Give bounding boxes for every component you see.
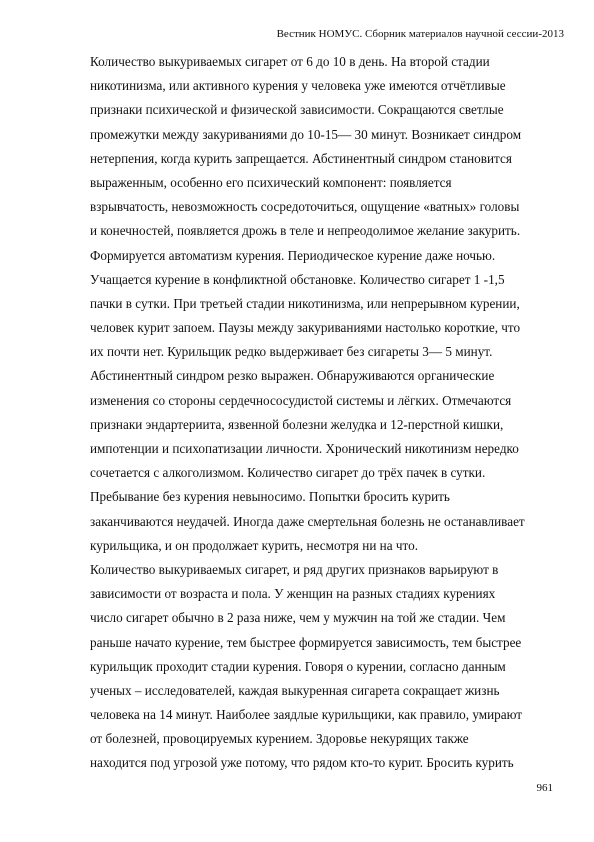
text-line: изменения со стороны сердечнососудистой системы и лёгких. Отмечаются [90, 392, 512, 408]
text-line: выраженным, особенно его психический компонент: появляется [90, 174, 452, 190]
text-line: человека на 14 минут. Наиболее заядлые курильщики, как правило, умирают [90, 707, 523, 723]
text-line: Формируется автоматизм курения. Периодическое курение даже ночью. [90, 247, 496, 263]
text-line: Учащается курение в конфликтной обстановке. Количество сигарет 1 -1,5 [90, 271, 505, 287]
running-header: Вестник НОМУС. Сборник материалов научной сессии-2013 [276, 28, 564, 40]
text-line: признаки эндартериита, язвенной болезни желудка и 12-перстной кишки, [90, 416, 504, 432]
text-line: ученых – исследователей, каждая выкуренная сигарета сокращает жизнь [90, 682, 500, 698]
text-line: пачки в сутки. При третьей стадии никотинизма, или непрерывном курении, [90, 295, 520, 311]
text-line: курильщика, и он продолжает курить, несмотря ни на что. [90, 537, 418, 553]
text-line: число сигарет обычно в 2 раза ниже, чем у мужчин на той же стадии. Чем [90, 610, 506, 626]
page-number: 961 [536, 782, 553, 794]
text-line: Пребывание без курения невыносимо. Попытки бросить курить [90, 489, 450, 505]
text-line: заканчиваются неудачей. Иногда даже смертельная болезнь не останавливает [90, 513, 525, 529]
text-line: от болезней, провоцируемых курением. Здоровье некурящих также [90, 731, 469, 747]
text-line: сочетается с алкоголизмом. Количество сигарет до трёх пачек в сутки. [90, 465, 486, 481]
text-line: импотенции и психопатизации личности. Хронический никотинизм нередко [90, 441, 519, 456]
text-line: курильщик проходит стадии курения. Говоря о курении, согласно данным [90, 658, 506, 674]
body-text [90, 50, 560, 776]
text-line: Количество выкуриваемых сигарет от 6 до 10 в день. На второй стадии [90, 54, 490, 69]
text-line: находится под угрозой уже потому, что рядом кто-то курит. Бросить курить [90, 755, 514, 771]
text-line: признаки психической и физической зависимости. Сокращаются светлые [90, 102, 504, 118]
text-line: Количество выкуриваемых сигарет, и ряд других признаков варьируют в [90, 561, 499, 577]
text-line: промежутки между закуриваниями до 10-15— 30 минут. Возникает синдром [90, 126, 522, 142]
text-line: взрывчатость, невозможность сосредоточиться, ощущение «ватных» головы [90, 199, 520, 215]
text-line: их почти нет. Курильщик редко выдерживает без сигареты 3— 5 минут. [90, 344, 493, 360]
text-line: зависимости от возраста и пола. У женщин на разных стадиях курениях [90, 586, 496, 602]
text-line: нетерпения, когда курить запрещается. Абстинентный синдром становится [90, 150, 512, 166]
text-line: никотинизма, или активного курения у человека уже имеются отчётливые [90, 78, 506, 94]
text-line: раньше начато курение, тем быстрее формируется зависимость, тем быстрее [90, 634, 522, 650]
text-line: человек курит запоем. Паузы между закуриваниями настолько короткие, что [90, 320, 521, 336]
text-line: Абстинентный синдром резко выражен. Обнаруживаются органические [90, 368, 495, 384]
text-line: и конечностей, появляется дрожь в теле и непреодолимое желание закурить. [90, 223, 521, 239]
